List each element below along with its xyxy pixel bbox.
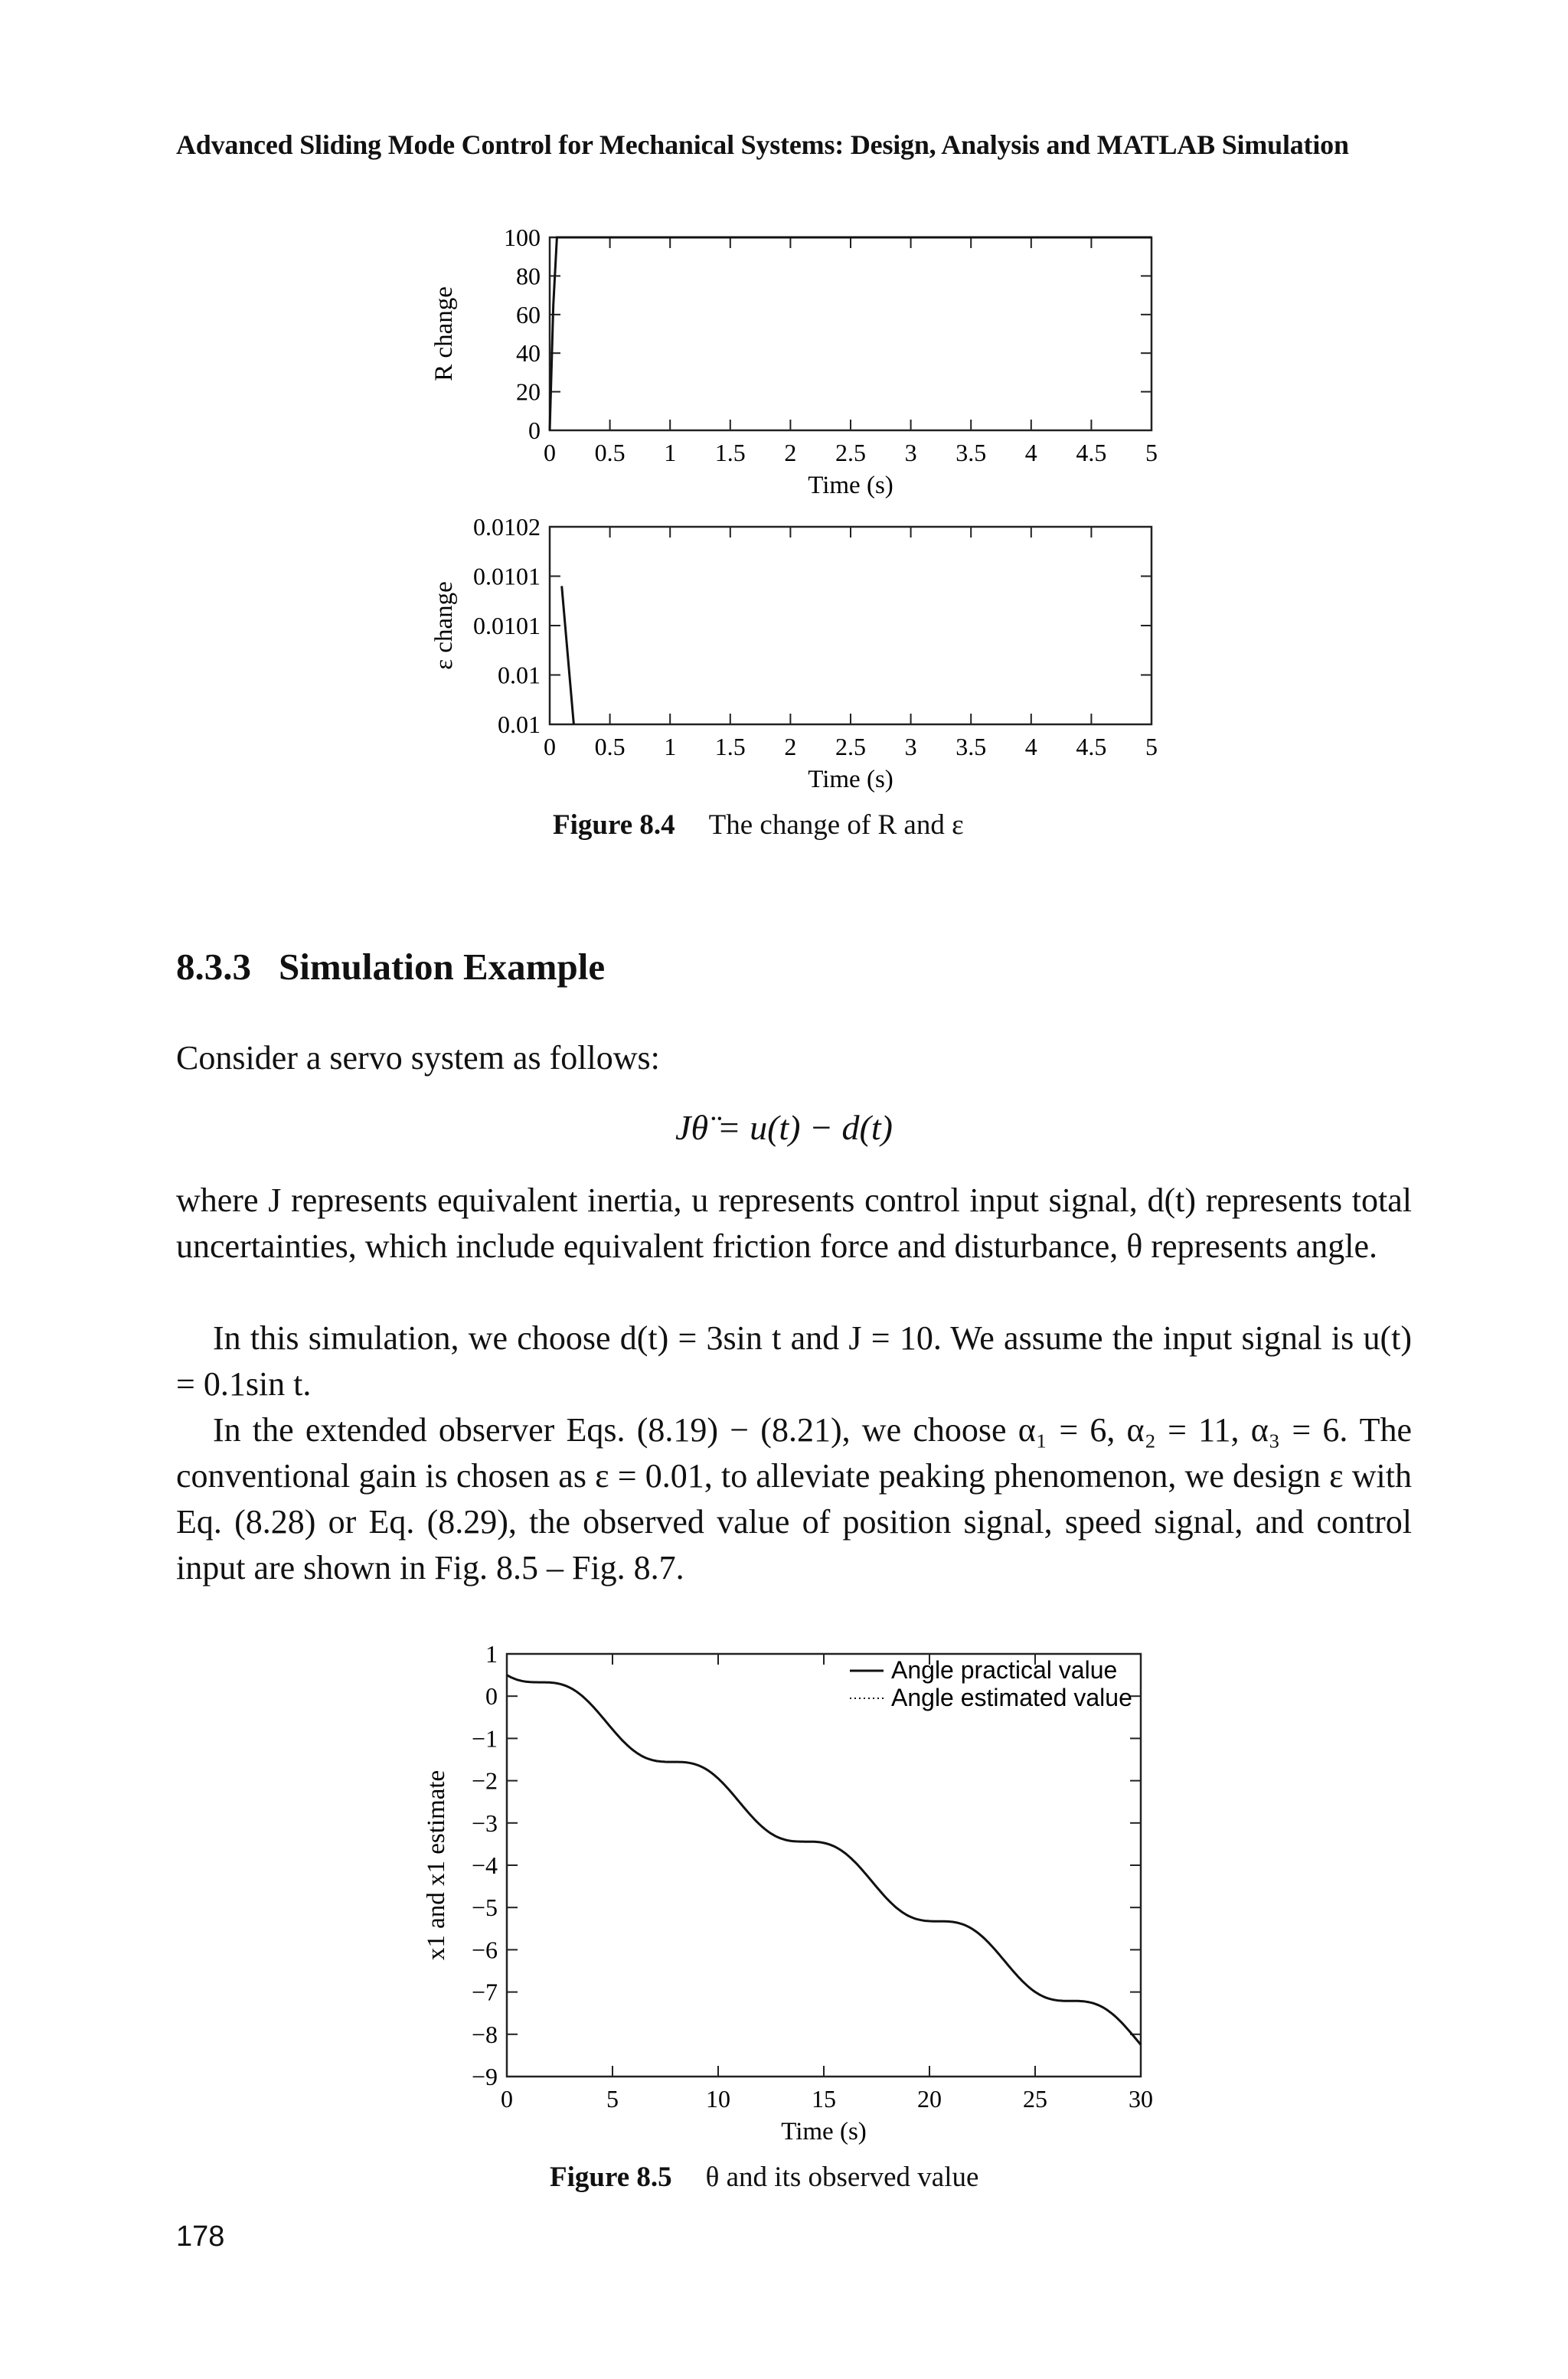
fig85-y-label: x1 and x1 estimate (423, 1770, 450, 1961)
fig84-plot2-axes (430, 513, 1158, 793)
fig84-plot1-x-tick-label: 3.5 (956, 439, 987, 466)
figure-8-4-plots (429, 222, 1164, 804)
figure-8-4 (429, 222, 1164, 804)
fig84-plot1-x-label: Time (s) (808, 472, 893, 499)
fig84-plot1-frame (550, 237, 1152, 430)
fig85-y-tick-label: −5 (471, 1894, 498, 1922)
fig84-plot1-y-label: R change (430, 286, 458, 381)
figure-8-5-caption-text: θ and its observed value (705, 2162, 979, 2193)
fig84-plot1-y-tick-label: 60 (516, 300, 541, 328)
fig84-plot2-x-tick-label: 3.5 (956, 733, 987, 760)
fig85-x-tick-label: 0 (501, 2085, 513, 2113)
section-number: 8.3.3 (176, 946, 251, 988)
fig84-plot2-x-tick-label: 2.5 (835, 733, 866, 760)
fig85-legend-label: Angle estimated value (891, 1684, 1132, 1711)
servo-equation: Jθ̈ = u(t) − d(t) (675, 1108, 893, 1147)
fig85-x-tick-label: 10 (706, 2085, 730, 2113)
section-heading (176, 945, 605, 989)
fig84-plot2-x-tick-label: 5 (1145, 733, 1158, 760)
fig84-plot2-x-tick-label: 1 (664, 733, 677, 760)
fig84-plot1-x-tick-label: 4 (1024, 439, 1037, 466)
fig85-x-tick-label: 25 (1023, 2085, 1047, 2113)
fig85-x-label: Time (s) (781, 2118, 867, 2145)
fig85-y-tick-label: −2 (471, 1766, 498, 1795)
page-number: 178 (176, 2221, 225, 2253)
fig84-plot1-axes (430, 224, 1158, 499)
fig84-plot2-y-tick-label: 0.0101 (473, 562, 541, 590)
fig85-x-tick-label: 20 (917, 2085, 942, 2113)
fig85-y-tick-label: 1 (485, 1640, 498, 1668)
fig85-y-tick-label: −4 (471, 1851, 498, 1879)
fig84-plot1-y-tick-label: 40 (516, 339, 541, 368)
running-header: Advanced Sliding Mode Control for Mechanical Systems: Design, Analysis and MATLAB Simulation (176, 129, 1349, 160)
fig84-plot2-frame (550, 527, 1152, 724)
fig84-plot2-series-line (562, 586, 574, 724)
fig84-plot2-y-tick-label: 0.01 (498, 711, 541, 738)
fig84-plot1-series-line (550, 237, 1152, 430)
fig84-plot2-x-tick-label: 4.5 (1076, 733, 1107, 760)
fig84-plot2-y-tick-label: 0.0101 (473, 612, 541, 639)
fig84-plot1-x-tick-label: 0.5 (594, 439, 626, 466)
fig84-plot2-x-tick-label: 0 (544, 733, 556, 760)
figure-8-5 (421, 1639, 1171, 2159)
fig84-plot2-y-tick-label: 0.01 (498, 661, 541, 689)
fig85-y-tick-label: −1 (471, 1724, 498, 1753)
figure-8-4-caption-text: The change of R and ε (708, 809, 964, 841)
fig85-legend-label: Angle practical value (891, 1656, 1118, 1684)
fig84-plot2-y-tick-label: 0.0102 (473, 513, 541, 541)
fig84-plot1-x-tick-label: 0 (544, 439, 556, 466)
fig85-y-tick-label: 0 (485, 1682, 498, 1711)
figure-8-5-plot (421, 1639, 1171, 2159)
fig84-plot1-x-tick-label: 3 (904, 439, 917, 466)
fig85-axes (423, 1640, 1153, 2145)
fig84-plot1-x-tick-label: 2.5 (835, 439, 866, 466)
figure-8-5-caption (550, 2161, 978, 2194)
fig85-y-tick-label: −7 (471, 1978, 498, 2006)
fig85-y-tick-label: −3 (471, 1809, 498, 1837)
fig85-series-practical (507, 1675, 1141, 2045)
fig85-y-tick-label: −6 (471, 1936, 498, 1964)
fig84-plot1-y-tick-label: 0 (528, 417, 541, 444)
fig84-plot2-x-tick-label: 0.5 (594, 733, 626, 760)
fig84-plot2-x-tick-label: 2 (784, 733, 797, 760)
fig84-plot1-y-tick-label: 100 (504, 224, 541, 251)
fig85-x-tick-label: 15 (812, 2085, 836, 2113)
paragraph-1: where J represents equivalent inertia, u represents control input signal, d(t) represents total uncertainties, which include equivalent friction force and disturbance, θ represents angle. (176, 1181, 1412, 1265)
fig84-plot2-y-label: ε change (430, 581, 458, 670)
fig85-series-estimated (507, 1675, 1141, 2045)
figure-8-4-number: Figure 8.4 (553, 809, 675, 841)
fig84-plot2-x-tick-label: 1.5 (714, 733, 746, 760)
fig84-plot2-x-tick-label: 4 (1024, 733, 1037, 760)
fig84-plot2-x-label: Time (s) (808, 766, 893, 793)
fig84-plot1-x-tick-label: 1.5 (714, 439, 746, 466)
fig84-plot1-x-tick-label: 2 (784, 439, 797, 466)
fig85-y-tick-label: −9 (471, 2063, 498, 2090)
fig84-plot1-x-tick-label: 5 (1145, 439, 1158, 466)
fig84-plot1-y-tick-label: 20 (516, 377, 541, 406)
fig84-plot1-x-tick-label: 4.5 (1076, 439, 1107, 466)
fig85-x-tick-label: 5 (606, 2085, 619, 2113)
section-title: Simulation Example (279, 946, 606, 988)
fig84-plot2-x-tick-label: 3 (904, 733, 917, 760)
fig85-legend (850, 1656, 1132, 1711)
fig84-plot1-x-tick-label: 1 (664, 439, 677, 466)
figure-8-4-caption (553, 809, 964, 841)
figure-8-5-number: Figure 8.5 (550, 2162, 672, 2193)
paragraph-3: In the extended observer Eqs. (8.19) − (8.21), we choose α₁ = 6, α₂ = 11, α₃ = 6. The conventional gain is chosen as ε = 0.01, to alleviate peaking phenomenon, we design ε with Eq. (8.28) or Eq. (8.29), the observed value of position signal, speed signal, and control input are shown in Fig. 8.5 – Fig. 8.7. (176, 1411, 1412, 1587)
fig85-y-tick-label: −8 (471, 2020, 498, 2048)
fig84-plot1-y-tick-label: 80 (516, 262, 541, 290)
paragraph-2: In this simulation, we choose d(t) = 3sin t and J = 10. We assume the input signal is u(t) = 0.1sin t. (176, 1319, 1412, 1403)
paragraph-intro: Consider a servo system as follows: (176, 1039, 660, 1077)
fig85-x-tick-label: 30 (1129, 2085, 1153, 2113)
